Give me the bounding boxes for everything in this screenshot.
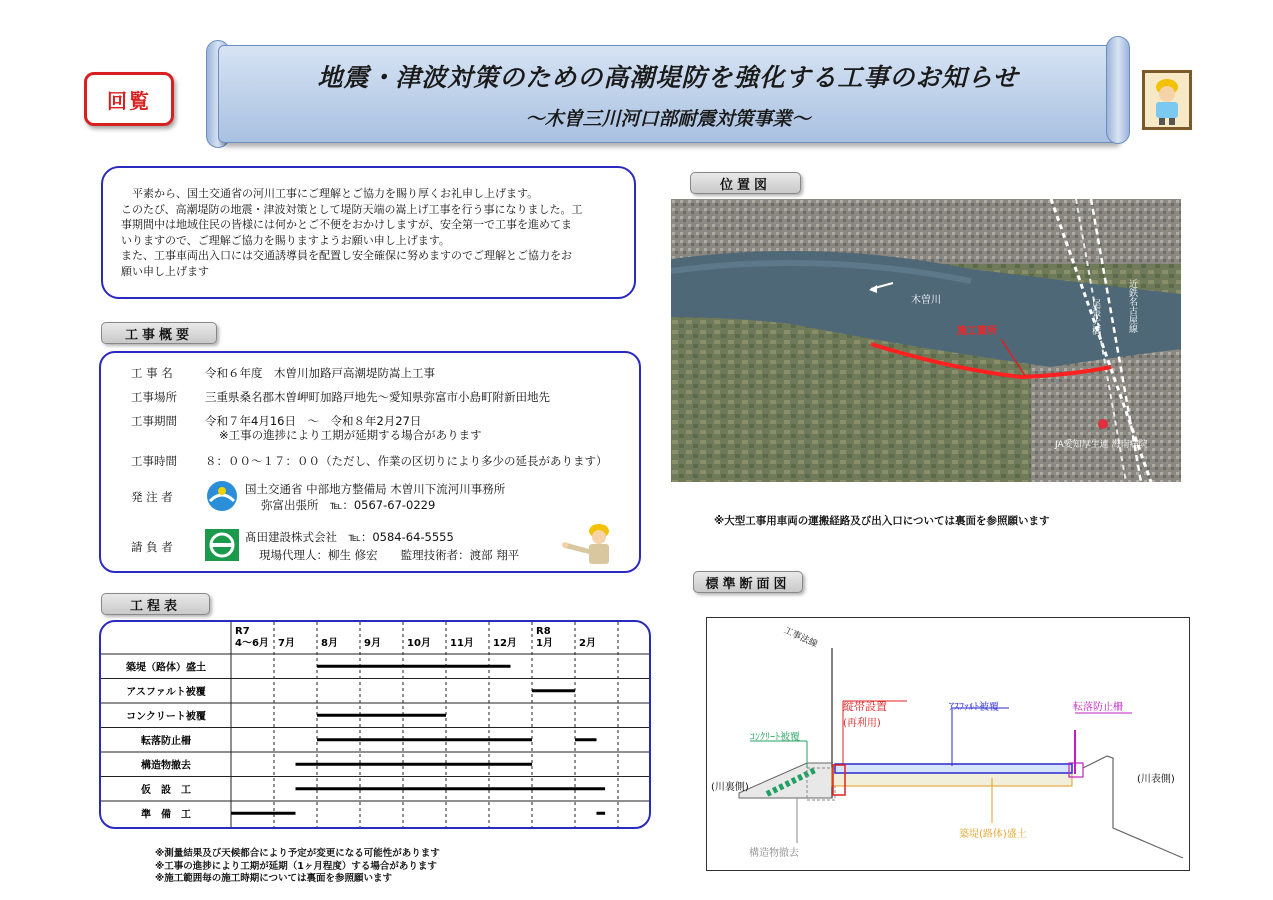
removal-label: 構造物撤去 [749,848,799,859]
task-label: アスファルト被覆 [126,686,206,698]
note-line: ※工事の進捗により工期が延期（1ヶ月程度）する場合があります [155,860,437,872]
month-label: R7 [235,626,250,637]
period-key: 工事期間 [131,414,177,428]
month-label: 11月 [450,638,474,649]
page-subtitle: ～木曽三川河口部耐震対策事業～ [525,108,811,130]
asphalt-label: ｱｽﾌｧﾙﾄ被覆 [949,702,999,713]
notes [155,848,440,886]
mlit-logo-icon [205,479,239,516]
note-line: ※測量結果及び天候都合により予定が変更になる可能性があります [155,848,440,859]
map-rail-label-1: 近鉄名古屋線 [1127,279,1137,333]
month-label: 12月 [493,638,517,649]
task-label: 構造物撤去 [141,760,191,772]
concrete-label: ｺﾝｸﾘｰﾄ被覆 [750,732,800,743]
task-label: 準 備 工 [141,809,191,821]
hours-key: 工事時間 [131,454,177,468]
month-label: 8月 [321,638,338,649]
curb-label: 縦帯設置 [843,700,887,713]
map-label: 位置図 [690,172,801,194]
kairan-stamp [84,72,174,126]
note-line: ※施工範囲毎の施工時期については裏面を参照願います [155,873,393,884]
worker-pointing-icon [559,521,621,570]
curb-sub-label: (再利用) [843,718,881,729]
client-line-2: 弥富出張所 ℡：0567-67-0229 [261,498,436,512]
schedule-table [99,620,651,829]
contractor-key: 請 負 者 [131,540,173,554]
land-side-label: (川裏側) [711,782,749,793]
location-map [671,199,1181,482]
client-key: 発 注 者 [131,490,173,504]
project-place: 三重県桑名郡木曽岬町加路戸地先～愛知県弥富市小島町附新田地先 [205,390,550,404]
river-side-label: (川表側) [1137,774,1175,785]
contractor-line-1: 髙田建設株式会社 ℡：0584-64-5555 [245,530,454,544]
overview-label: 工事概要 [101,322,217,344]
project-name: 令和６年度 木曽川加路戸高潮堤防嵩上工事 [205,366,435,380]
task-label: 転落防止柵 [141,735,191,747]
intro-line: このたび、高潮堤防の地震・津波対策として堤防天端の嵩上げ工事を行う事になりました。工 [121,202,583,216]
month-label: R8 [536,626,551,637]
task-label: コンクリート被覆 [126,711,206,723]
boundary-label: 工事法線 [781,625,819,651]
map-note: ※大型工事用車両の運搬経路及び出入口については裏面を参照願います [714,515,1050,527]
title-banner [218,45,1118,143]
map-poi-label: JA愛知厚生連 海南病院 [1055,440,1148,450]
project-period: 令和７年4月16日 ～ 令和８年2月27日 [205,414,422,428]
cross-section-diagram [706,617,1190,871]
work-hours: ８：００～１７：００（ただし、作業の区切りにより多少の延長があります） [205,454,608,468]
place-key: 工事場所 [131,390,177,404]
contractor-line-2: 現場代理人：柳生 修宏 監理技術者：渡部 翔平 [259,548,520,562]
overview-box [99,351,641,573]
kairan-text: 回覧 [107,88,151,113]
fill-label: 築堤(路体)盛土 [959,829,1027,840]
month-label: 4～6月 [235,638,269,649]
month-label: 9月 [364,638,381,649]
name-key: 工 事 名 [131,366,173,380]
schedule-chart [101,622,651,829]
intro-line: 願い申し上げます [121,264,209,278]
month-label: 10月 [407,638,431,649]
month-label: 2月 [579,638,596,649]
intro-line: いりますので、ご理解ご協力を賜りますようお願い申し上げます。 [121,233,450,247]
intro-message [101,166,636,299]
month-label: 7月 [278,638,295,649]
fence-label: 転落防止柵 [1073,702,1123,713]
intro-line: また、工事車両出入口には交通誘導員を配置し安全確保に努めますのでご理解とご協力をお [121,249,572,262]
period-note: ※工事の進捗により工期が延期する場合があります [219,428,482,442]
section-label: 標準断面図 [693,571,803,593]
intro-line: 事期間中は地域住民の皆様には何かとご不便をおかけしますが、安全第一で工事を進めてま [121,218,572,231]
contractor-logo-icon [205,529,239,564]
client-line-1: 国土交通省 中部地方整備局 木曽川下流河川事務所 [245,482,506,496]
task-label: 築堤（路体）盛土 [126,662,206,674]
map-site-label: 施工箇所 [957,326,997,337]
schedule-label: 工程表 [101,593,210,615]
map-river-label: 木曽川 [911,295,941,306]
task-label: 仮 設 工 [141,784,191,796]
mascot-icon [1142,70,1192,130]
month-label: 1月 [536,638,553,649]
intro-line: 平素から、国土交通省の河川工事にご理解とご協力を賜り厚くお礼申し上げます。 [121,187,539,200]
map-rail-label-2: 尾張大橋 [1090,299,1100,335]
page-title: 地震・津波対策のための高潮堤防を強化する工事のお知らせ [317,63,1019,92]
banner-scroll-right [1106,36,1130,144]
